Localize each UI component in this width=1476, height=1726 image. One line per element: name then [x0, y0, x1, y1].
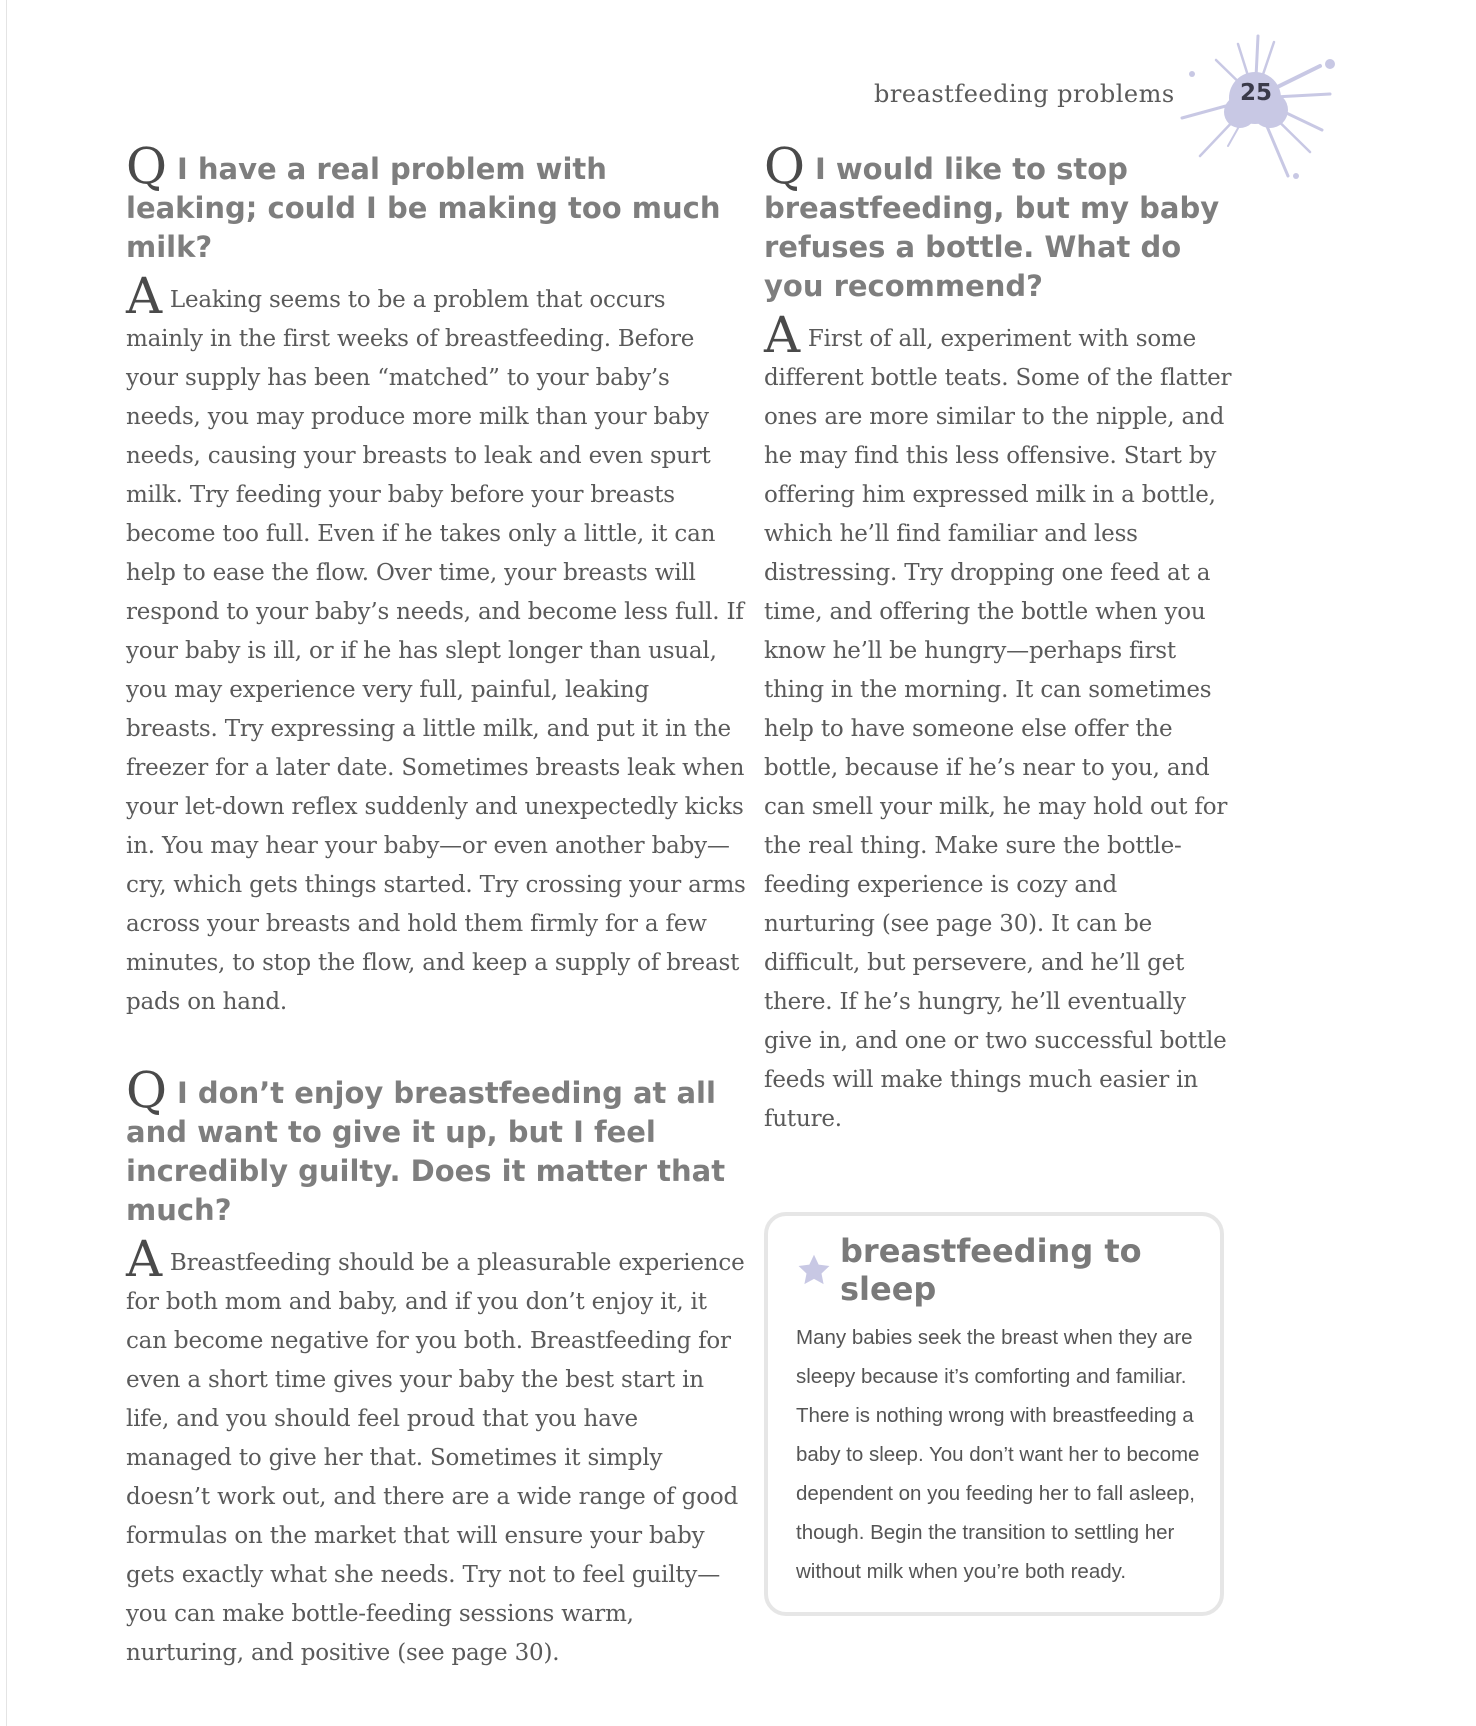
- a-marker: A: [126, 1230, 162, 1288]
- q-marker: Q: [764, 137, 805, 195]
- answer: [126, 267, 746, 1022]
- page-number: 25: [1239, 80, 1272, 106]
- sidebar-title-text: breastfeeding to sleep: [840, 1232, 1142, 1308]
- sidebar-body: Many babies seek the breast when they are sleepy because it’s comforting and familiar. There is nothing wrong with breastfeeding a baby to sleep. You don’t want her to become dependent on you feeding her to fall asleep, though. Begin the transition to settling her without milk when you’re both ready.: [796, 1326, 1200, 1583]
- qa-bottle: [764, 137, 1234, 1139]
- running-header: breastfeeding problems: [874, 80, 1175, 108]
- qa-guilty: [126, 1061, 746, 1673]
- answer-text: First of all, experiment with some different bottle teats. Some of the flatter ones are more similar to the nipple, and he may find this less offensive. Start by offering him expressed milk in a bottle, which he’ll find familiar and less distressing. Try dropping one feed at a time, and offering the bottle when you know he’ll be hungry—perhaps first thing in the morning. It can sometimes help to have someone else offer the bottle, because if he’s near to you, and can smell your milk, he may hold out for the real thing. Make sure the bottle-feeding experience is cozy and nurturing (see page 30). It can be difficult, but persevere, and he’ll get there. If he’s hungry, he’ll eventually give in, and one or two successful bottle feeds will make things much easier in future.: [764, 326, 1232, 1132]
- star-icon: [796, 1252, 832, 1288]
- question-text: I have a real problem with leaking; could I be making too much milk?: [126, 152, 721, 264]
- qa-leaking: [126, 137, 746, 1022]
- sidebar-tip-box: [764, 1212, 1224, 1616]
- answer: [764, 306, 1234, 1139]
- sidebar-title: [796, 1232, 1200, 1308]
- left-column: [126, 137, 746, 1673]
- right-column: [764, 137, 1234, 1139]
- question: [764, 137, 1234, 306]
- a-marker: A: [126, 267, 162, 325]
- q-marker: Q: [126, 137, 167, 195]
- question: [126, 137, 746, 267]
- answer: [126, 1230, 746, 1673]
- question-text: I would like to stop breastfeeding, but my baby refuses a bottle. What do you recommend?: [764, 152, 1220, 303]
- q-marker: Q: [126, 1061, 167, 1119]
- answer-text: Breastfeeding should be a pleasurable experience for both mom and baby, and if you don’t enjoy it, it can become negative for you both. Breastfeeding for even a short time gives your baby the best start in life, and you should feel proud that you have managed to give her that. Sometimes it simply doesn’t work out, and there are a wide range of good formulas on the market that will ensure your baby gets exactly what she needs. Try not to feel guilty—you can make bottle-feeding sessions warm, nurturing, and positive (see page 30).: [126, 1250, 745, 1666]
- question: [126, 1061, 746, 1230]
- a-marker: A: [764, 306, 800, 364]
- question-text: I don’t enjoy breastfeeding at all and want to give it up, but I feel incredibly guilty. Does it matter that much?: [126, 1076, 726, 1227]
- answer-text: Leaking seems to be a problem that occurs mainly in the first weeks of breastfeeding. Before your supply has been “matched” to your baby’s needs, you may produce more milk than your baby needs, causing your breasts to leak and even spurt milk. Try feeding your baby before your breasts become too full. Even if he takes only a little, it can help to ease the flow. Over time, your breasts will respond to your baby’s needs, and become less full. If your baby is ill, or if he has slept longer than usual, you may experience very full, painful, leaking breasts. Try expressing a little milk, and put it in the freezer for a later date. Sometimes breasts leak when your let-down reflex suddenly and unexpectedly kicks in. You may hear your baby—or even another baby—cry, which gets things started. Try crossing your arms across your breasts and hold them firmly for a few minutes, to stop the flow, and keep a supply of breast pads on hand.: [126, 287, 746, 1015]
- page-edge: [6, 0, 7, 1726]
